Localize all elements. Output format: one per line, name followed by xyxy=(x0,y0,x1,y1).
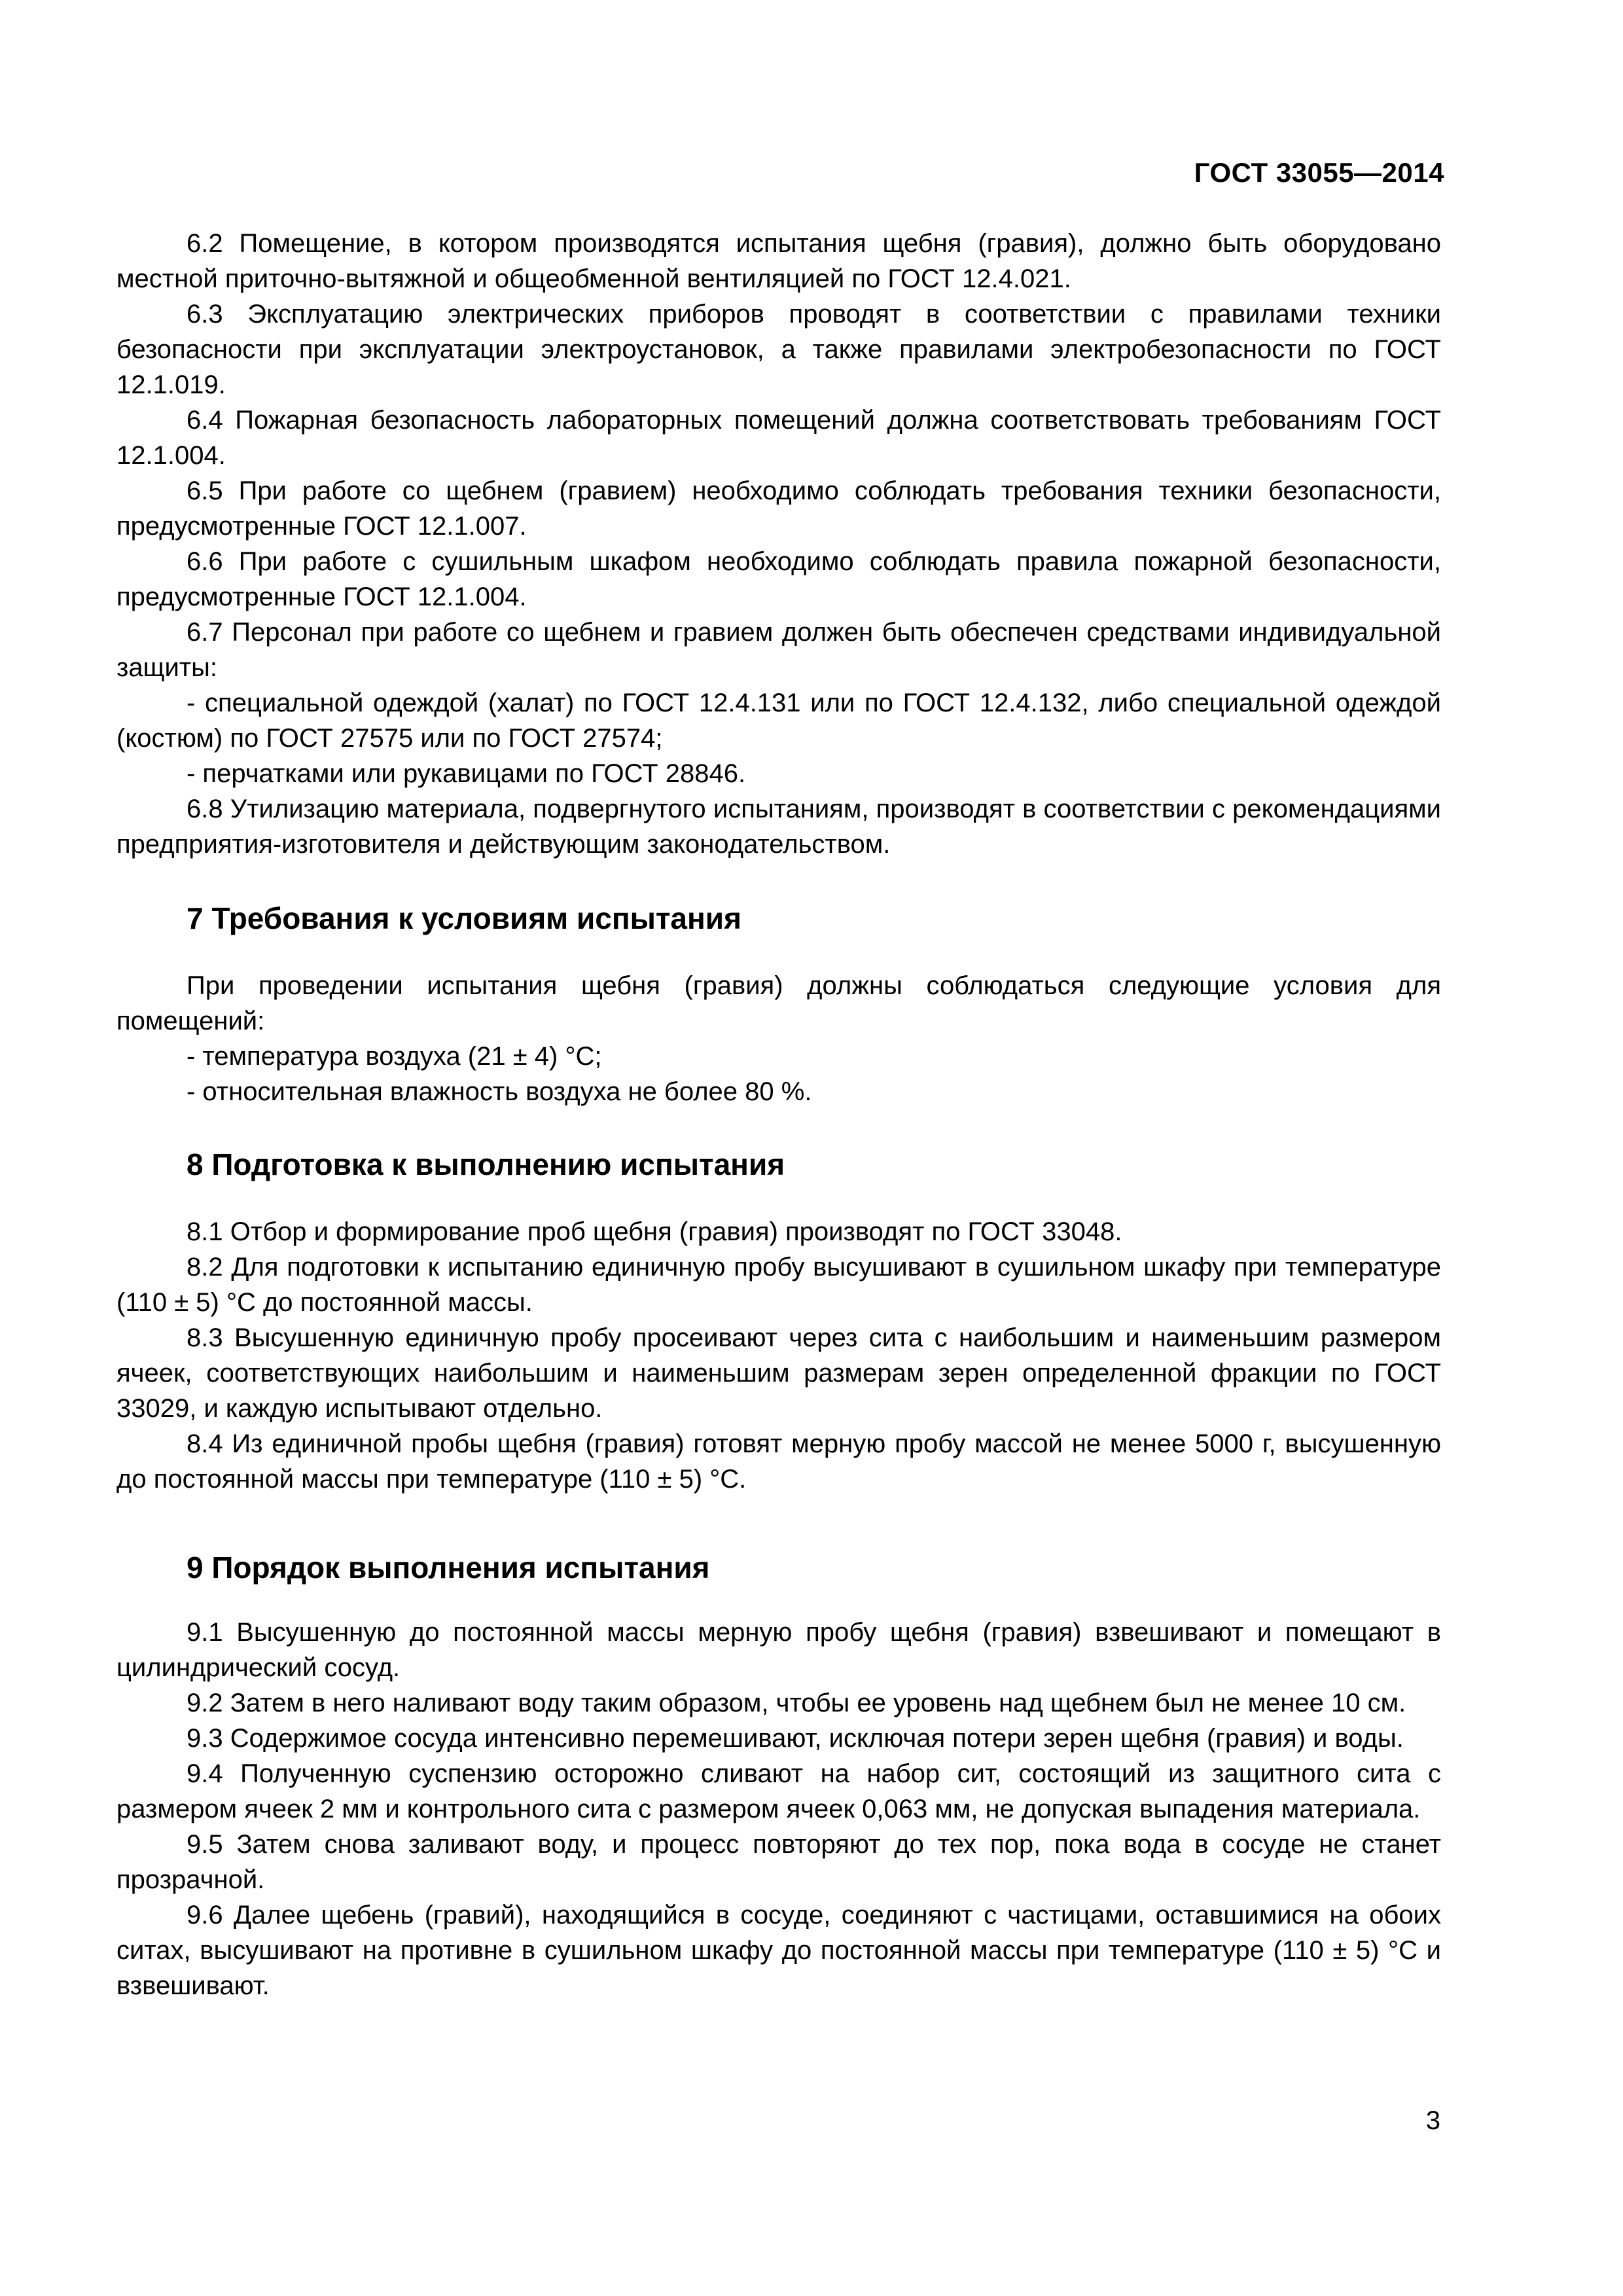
paragraph-9-6: 9.6 Далее щебень (гравий), находящийся в сосуде, соединяют с частицами, оставшимися на обоих ситах, высушивают на противне в сушильном шкафу до постоянной массы при температуре (110 ± 5) °С и взвешивают. xyxy=(116,1901,1441,2000)
paragraph-9-2: 9.2 Затем в него наливают воду таким образом, чтобы ее уровень над щебнем был не менее 10 см. xyxy=(187,1689,1406,1717)
paragraph-6-6: 6.6 При работе с сушильным шкафом необходимо соблюдать правила пожарной безопасности, предусмотренные ГОСТ 12.1.004. xyxy=(116,547,1441,611)
document-body xyxy=(116,226,1441,2003)
paragraph-6-4: 6.4 Пожарная безопасность лабораторных помещений должна соответствовать требованиям ГОСТ 12.1.004. xyxy=(116,406,1441,470)
paragraph-8-3: 8.3 Высушенную единичную пробу просеивают через сита с наибольшим и наименьшим размером ячеек, соответствующих наибольшим и наименьшим размерам зерен определенной фракции по ГОСТ 33029, и каждую испытывают отдельно. xyxy=(116,1323,1441,1423)
list-item-gloves: - перчатками или рукавицами по ГОСТ 28846. xyxy=(187,759,746,788)
paragraph-8-4: 8.4 Из единичной пробы щебня (гравия) готовят мерную пробу массой не менее 5000 г, высушенную до постоянной массы при температуре (110 ± 5) °С. xyxy=(116,1429,1441,1494)
section-7-heading: 7 Требования к условиям испытания xyxy=(187,901,741,935)
list-item-humidity: - относительная влажность воздуха не более 80 %. xyxy=(187,1077,812,1106)
paragraph-9-3: 9.3 Содержимое сосуда интенсивно перемешивают, исключая потери зерен щебня (гравия) и воды. xyxy=(187,1724,1404,1753)
paragraph-9-4: 9.4 Полученную суспензию осторожно сливают на набор сит, состоящий из защитного сита с размером ячеек 2 мм и контрольного сита с размером ячеек 0,063 мм, не допуская выпадения материала. xyxy=(116,1759,1441,1823)
paragraph-6-3: 6.3 Эксплуатацию электрических приборов проводят в соответствии с правилами техники безопасности при эксплуатации электроустановок, а также правилами электробезопасности по ГОСТ 12.1.019. xyxy=(116,300,1441,399)
paragraph-6-8: 6.8 Утилизацию материала, подвергнутого испытаниям, производят в соответствии с рекомендациями предприятия-изготовителя и действующим законодательством. xyxy=(116,795,1441,859)
paragraph-9-1: 9.1 Высушенную до постоянной массы мерную пробу щебня (гравия) взвешивают и помещают в цилиндрический сосуд. xyxy=(116,1618,1441,1682)
document-code: ГОСТ 33055—2014 xyxy=(1194,157,1444,188)
paragraph-6-5: 6.5 При работе со щебнем (гравием) необходимо соблюдать требования техники безопасности, предусмотренные ГОСТ 12.1.007. xyxy=(116,476,1441,541)
paragraph-9-5: 9.5 Затем снова заливают воду, и процесс повторяют до тех пор, пока вода в сосуде не станет прозрачной. xyxy=(116,1830,1441,1894)
section-9-heading: 9 Порядок выполнения испытания xyxy=(187,1551,710,1585)
list-item-clothing: - специальной одеждой (халат) по ГОСТ 12.4.131 или по ГОСТ 12.4.132, либо специальной одеждой (костюм) по ГОСТ 27575 или по ГОСТ 27574; xyxy=(116,689,1441,753)
page-number: 3 xyxy=(1425,2106,1440,2135)
paragraph-8-1: 8.1 Отбор и формирование проб щебня (гравия) производят по ГОСТ 33048. xyxy=(187,1217,1122,1246)
paragraph-7-intro: При проведении испытания щебня (гравия) должны соблюдаться следующие условия для помещений: xyxy=(116,971,1441,1035)
paragraph-6-2: 6.2 Помещение, в котором производятся испытания щебня (гравия), должно быть оборудовано местной приточно-вытяжной и общеобменной вентиляцией по ГОСТ 12.4.021. xyxy=(116,229,1441,293)
list-item-temperature: - температура воздуха (21 ± 4) °С; xyxy=(187,1042,602,1071)
paragraph-6-7: 6.7 Персонал при работе со щебнем и гравием должен быть обеспечен средствами индивидуальной защиты: xyxy=(116,618,1441,682)
paragraph-8-2: 8.2 Для подготовки к испытанию единичную пробу высушивают в сушильном шкафу при температуре (110 ± 5) °С до постоянной массы. xyxy=(116,1253,1441,1317)
section-8-heading: 8 Подготовка к выполнению испытания xyxy=(187,1147,785,1181)
